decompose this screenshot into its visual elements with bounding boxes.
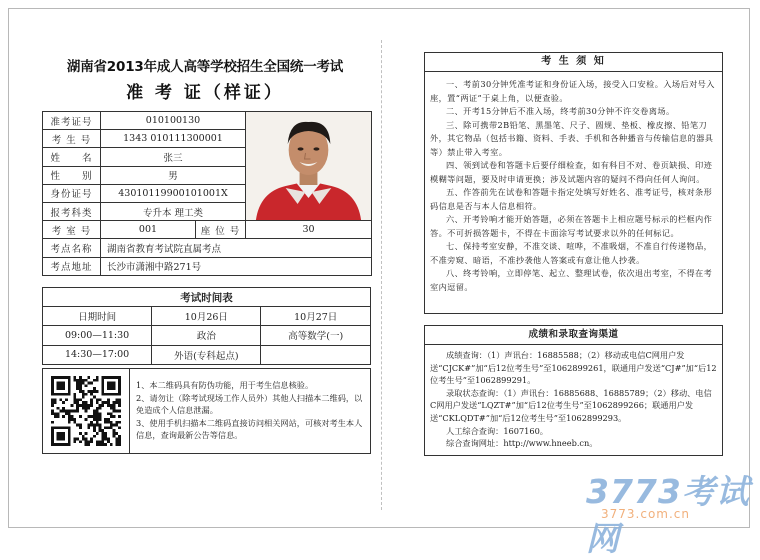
query-title: 成绩和录取查询渠道: [425, 326, 722, 345]
exam-no-value: 1343 010111300001: [101, 130, 246, 148]
qr-note: 1、本二维码具有防伪功能，用于考生信息核验。: [136, 380, 314, 390]
schedule-cell: [261, 345, 371, 364]
room-label: 考 室 号: [43, 221, 101, 239]
schedule-cell: 外语(专科起点): [152, 345, 261, 364]
notice-item: 五、作答前先在试卷和答题卡指定处填写好姓名、准考证号，核对条形码信息是否与本人信息相符。: [430, 187, 713, 211]
candidate-info-table: [42, 111, 372, 276]
address-label: 考点地址: [43, 257, 101, 275]
schedule-header-cell: 10月26日: [152, 307, 261, 326]
site-label: 考点名称: [43, 239, 101, 257]
schedule-header-cell: 日期时间: [43, 307, 152, 326]
candidate-photo: [246, 112, 372, 221]
table-row: [43, 326, 371, 345]
table-row: [43, 307, 371, 326]
notice-item: 八、终考铃响，立即停笔、起立、整理试卷，依次退出考室，不得在考室内逗留。: [430, 268, 713, 292]
schedule-cell: 14:30—17:00: [43, 345, 152, 364]
notice-item: 四、领到试卷和答题卡后要仔细检查，如有科目不对、卷页缺损、印迹模糊等问题，要及时申请更换；涉及试题内容的疑问不得向任何人询问。: [430, 160, 713, 184]
exam-schedule-table: [42, 287, 371, 365]
category-label: 报考科类: [43, 202, 101, 220]
seat-label: 座 位 号: [196, 221, 246, 239]
id-value: 43010119900101001X: [101, 184, 246, 202]
qr-code: [51, 376, 121, 446]
ticket-no-label: 准考证号: [43, 112, 101, 130]
results-query-info: [424, 325, 723, 456]
card-title: 准 考 证（样证）: [126, 83, 284, 103]
seat-value: 30: [246, 221, 372, 239]
id-label: 身份证号: [43, 184, 101, 202]
notice-item: 六、开考铃响才能开始答题，必须在答题卡上相应题号标示的栏框内作答。不可折损答题卡，不得在卡面涂写考试要求以外的任何标记。: [430, 214, 713, 238]
ticket-no-value: 010100130: [101, 112, 246, 130]
site-value: 湖南省教育考试院直属考点: [101, 239, 372, 257]
table-row: [43, 221, 372, 239]
notice-item: 二、开考15分钟后不准入场，终考前30分钟不许交卷离场。: [446, 106, 675, 116]
query-line: 成绩查询：（1）声讯台：16885588；（2）移动或电信C网用户发送“CJCK#”加“后12位考生号”至1062899261，联通用户发送“CJ#”加“后12位考生号”至1062899291。: [430, 350, 717, 386]
watermark-logo: 3773考试网: [586, 472, 750, 558]
gender-label: 性 别: [43, 166, 101, 184]
watermark-url: 3773.com.cn: [601, 507, 690, 521]
table-row: [43, 288, 371, 307]
schedule-title: 考试时间表: [43, 288, 371, 307]
table-row: [43, 239, 372, 257]
table-row: [43, 257, 372, 275]
schedule-cell: 高等数学(一): [261, 326, 371, 345]
fold-divider: [381, 40, 382, 510]
qr-notes: [129, 369, 371, 453]
category-value: 专升本 理工类: [101, 202, 246, 220]
query-body: [425, 345, 722, 450]
qr-note: 3、使用手机扫描本二维码直接访问相关网站，可核对考生本人信息，查询最新公告等信息。: [136, 417, 363, 440]
schedule-cell: 政治: [152, 326, 261, 345]
notice-item: 七、保持考室安静，不准交谈、喧哗，不准吸烟，不准自行传递物品，不准旁窥、暗语，不准抄袭他人答案或有意让他人抄袭。: [430, 241, 713, 265]
table-row: [43, 345, 371, 364]
exam-no-label: 考 生 号: [43, 130, 101, 148]
notice-item: 三、除可携带2B铅笔、黑墨笔、尺子、圆规、垫板、橡皮擦、铅笔刀外，其它物品（包括书籍、资料、手表、手机和各种播音与传输信息的器具等）禁止带入考室。: [430, 119, 714, 157]
name-value: 张三: [101, 148, 246, 166]
query-line: 人工综合查询：1607160。: [446, 425, 548, 436]
room-value: 001: [101, 221, 196, 239]
notice-body: [425, 72, 722, 294]
portrait-image: [246, 112, 371, 220]
address-value: 长沙市潇湘中路271号: [101, 257, 372, 275]
gender-value: 男: [101, 166, 246, 184]
query-line: 录取状态查询：（1）声讯台：16885688、16885789；（2）移动、电信C网用户发送“LQZT#”加“后12位考生号”至1062899266；联通用户发送“CKLQDT#”加“后12位考生号”至1062899293。: [430, 387, 712, 423]
schedule-header-cell: 10月27日: [261, 307, 371, 326]
candidate-notice: [424, 52, 723, 314]
schedule-cell: 09:00—11:30: [43, 326, 152, 345]
notice-title: 考 生 须 知: [425, 53, 722, 72]
query-line: 综合查询网址：http://www.hneeb.cn。: [446, 438, 598, 449]
table-row: [43, 112, 372, 130]
exam-title: 湖南省2013年成人高等学校招生全国统一考试: [66, 59, 344, 75]
notice-item: 一、考前30分钟凭准考证和身份证入场，接受入口安检。入场后对号入座，置“两证”于桌上角，以便查验。: [430, 79, 715, 103]
name-label: 姓 名: [43, 148, 101, 166]
qr-note: 2、请勿让（除考试现场工作人员外）其他人扫描本二维码，以免造成个人信息泄漏。: [136, 392, 363, 415]
qr-section: [42, 368, 371, 454]
